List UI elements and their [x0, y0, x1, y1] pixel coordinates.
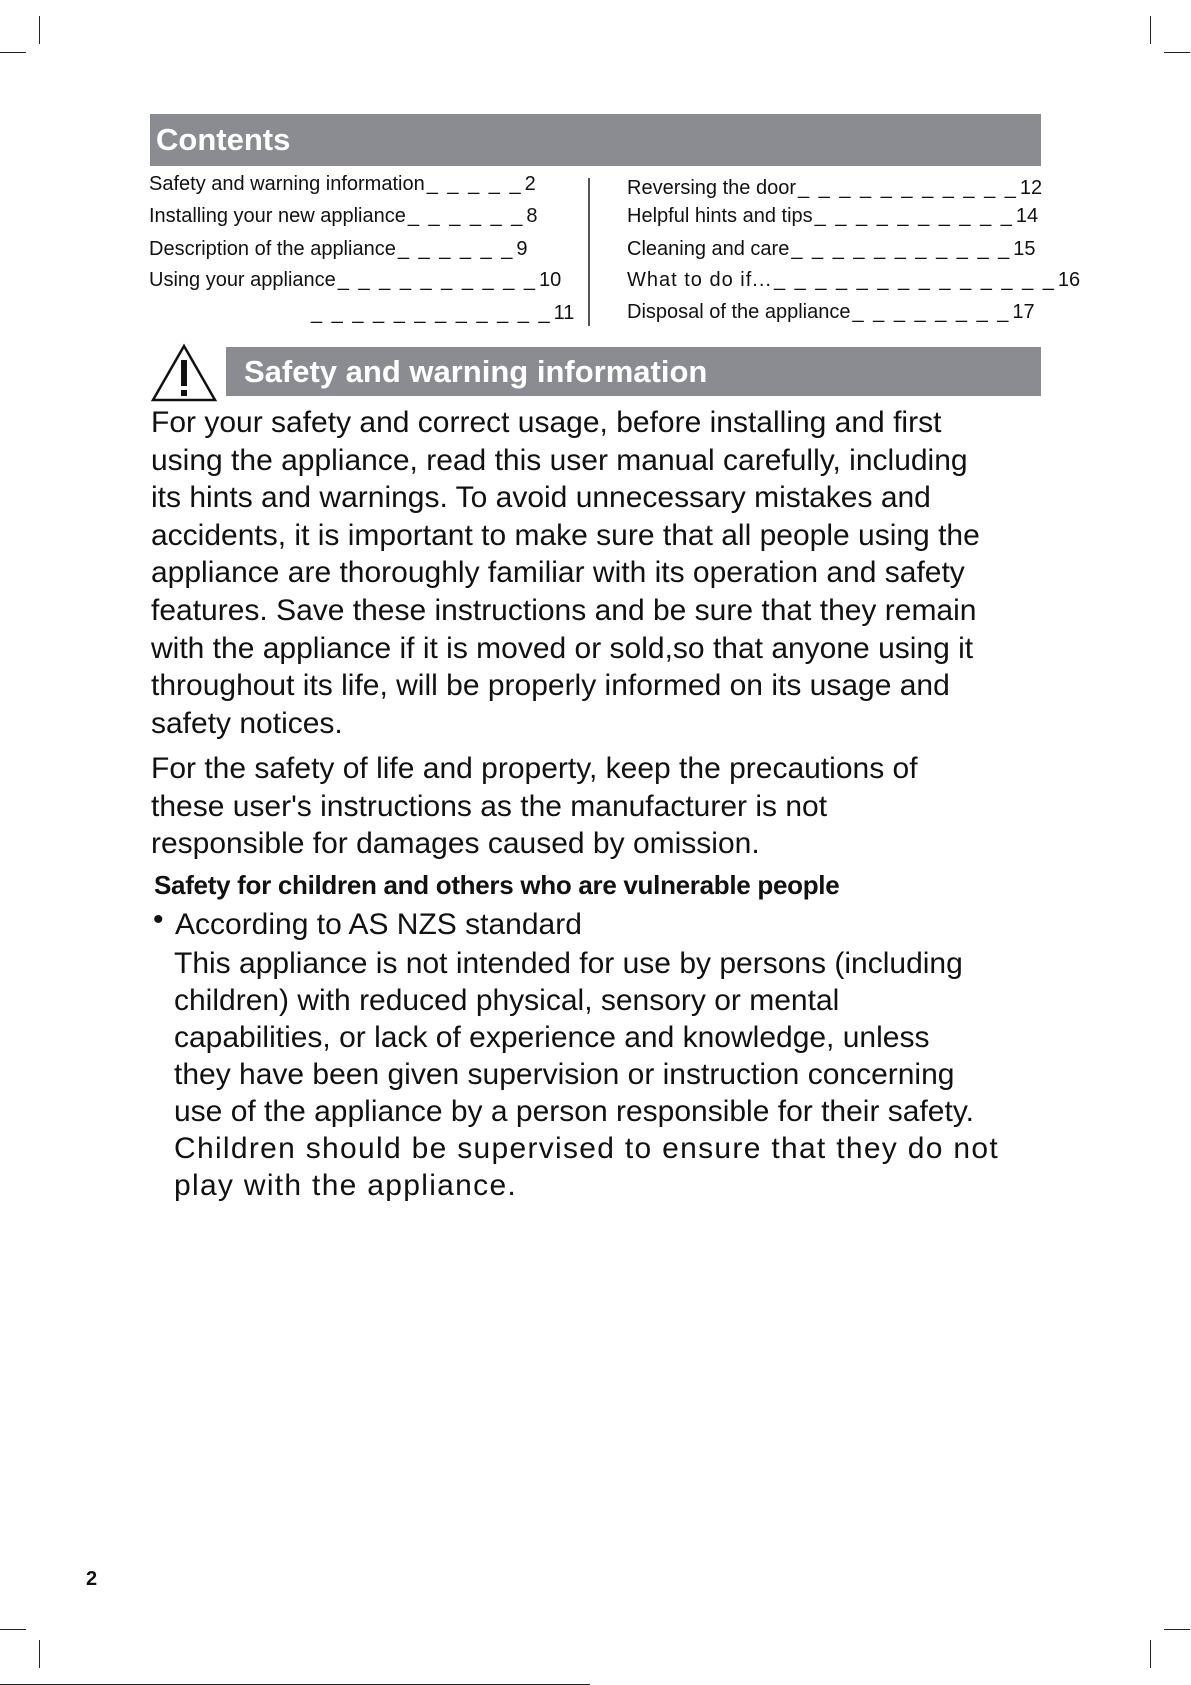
- contents-title: Contents: [156, 122, 291, 157]
- toc-page-number: 15: [1013, 238, 1036, 260]
- toc-leader: _ _ _ _ _ _ _ _ _ _ _ _: [311, 302, 552, 324]
- safety-intro-paragraph: [151, 404, 1051, 742]
- text-line: capabilities, or lack of experience and knowledge, unless: [174, 1021, 930, 1054]
- crop-mark: [1150, 1640, 1151, 1668]
- text-line: with the appliance if it is moved or sold,so that anyone using it: [151, 631, 974, 665]
- crop-mark: [1164, 1629, 1190, 1630]
- toc-divider: [588, 178, 590, 326]
- text-line: For the safety of life and property, keep the precautions of: [151, 752, 918, 785]
- toc-entry-label: What to do if...: [627, 269, 772, 291]
- text-line: these user's instructions as the manufacturer is not: [151, 789, 828, 823]
- text-line: responsible for damages caused by omission.: [151, 827, 760, 861]
- toc-leader: _ _ _ _ _ _ _ _ _ _ _ _ _ _: [773, 269, 1056, 291]
- warning-triangle-icon: [150, 343, 218, 403]
- crop-mark: [0, 1629, 26, 1630]
- toc-entry[interactable]: [627, 270, 1080, 290]
- toc-entry[interactable]: [627, 302, 1035, 322]
- toc-entry-label: Reversing the door: [627, 177, 796, 199]
- toc-page-number: 2: [524, 173, 536, 195]
- toc-entry[interactable]: [149, 174, 536, 194]
- text-line: appliance are thoroughly familiar with its operation and safety: [151, 556, 965, 590]
- toc-entry[interactable]: [309, 303, 574, 323]
- contents-header: [150, 114, 1041, 166]
- safety-title: Safety and warning information: [244, 354, 708, 389]
- children-safety-subheading: Safety for children and others who are vulnerable people: [154, 870, 840, 900]
- text-line: use of the appliance by a person responsible for their safety.: [174, 1095, 974, 1128]
- toc-leader: _ _ _ _ _ _ _ _: [852, 301, 1011, 323]
- toc-leader: _ _ _ _ _: [426, 173, 523, 195]
- toc-page-number: 9: [516, 238, 528, 260]
- toc-page-number: 12: [1019, 177, 1043, 199]
- page-number: 2: [86, 1568, 98, 1590]
- toc-entry[interactable]: [627, 239, 1036, 259]
- toc-entry[interactable]: [627, 178, 1042, 198]
- toc-leader: _ _ _ _ _ _ _ _ _ _: [814, 205, 1014, 227]
- toc-page-number: 16: [1057, 269, 1081, 291]
- toc-entry-label: Helpful hints and tips: [627, 205, 813, 227]
- toc-page-number: 8: [526, 205, 538, 227]
- toc-page-number: 14: [1015, 205, 1039, 227]
- bullet-icon: •: [153, 903, 164, 936]
- toc-entry[interactable]: [627, 206, 1038, 226]
- text-line: accidents, it is important to make sure that all people using the: [151, 518, 980, 552]
- toc-leader: _ _ _ _ _ _ _ _ _ _: [337, 269, 538, 291]
- text-line: Children should be supervised to ensure that they do not: [174, 1132, 999, 1165]
- crop-mark: [1164, 52, 1190, 53]
- text-line: play with the appliance.: [174, 1169, 518, 1202]
- crop-mark: [0, 52, 26, 53]
- toc-page-number: 11: [553, 302, 575, 324]
- toc-entry[interactable]: [149, 239, 527, 259]
- text-line: children) with reduced physical, sensory or mental: [174, 984, 840, 1017]
- toc-entry[interactable]: [149, 206, 537, 226]
- crop-mark: [39, 1640, 40, 1668]
- text-line: safety notices.: [151, 706, 343, 740]
- toc-entry-label: Cleaning and care: [627, 238, 790, 260]
- safety-header: [226, 347, 1041, 396]
- toc-entry-label: Safety and warning information: [149, 173, 425, 195]
- toc-leader: _ _ _ _ _ _ _ _ _ _ _: [797, 177, 1018, 199]
- text-line: its hints and warnings. To avoid unnecessary mistakes and: [151, 481, 931, 515]
- toc-leader: _ _ _ _ _ _ _ _ _ _ _: [791, 238, 1012, 260]
- toc-leader: _ _ _ _ _ _: [407, 205, 525, 227]
- toc-entry-label: Installing your new appliance: [149, 205, 406, 227]
- text-line: throughout its life, will be properly informed on its usage and: [151, 669, 950, 703]
- toc-entry-label: Using your appliance: [149, 269, 336, 291]
- toc-page-number: 17: [1012, 301, 1035, 323]
- toc-page-number: 10: [539, 269, 562, 291]
- text-line: features. Save these instructions and be sure that they remain: [151, 593, 977, 627]
- safety-precautions-paragraph: [151, 750, 1051, 863]
- toc-leader: _ _ _ _ _ _: [397, 238, 515, 260]
- bullet-body: [174, 945, 1054, 1204]
- toc-entry[interactable]: [149, 270, 561, 290]
- bullet-title: According to AS NZS standard: [175, 908, 582, 941]
- text-line: they have been given supervision or instruction concerning: [174, 1058, 955, 1091]
- toc-entry-label: Disposal of the appliance: [627, 301, 851, 323]
- text-line: For your safety and correct usage, before installing and first: [151, 406, 942, 439]
- text-line: using the appliance, read this user manual carefully, including: [151, 443, 968, 477]
- crop-mark: [1150, 16, 1151, 44]
- crop-mark: [39, 16, 40, 44]
- toc-entry-label: Description of the appliance: [149, 238, 396, 260]
- text-line: This appliance is not intended for use by persons (including: [174, 947, 963, 980]
